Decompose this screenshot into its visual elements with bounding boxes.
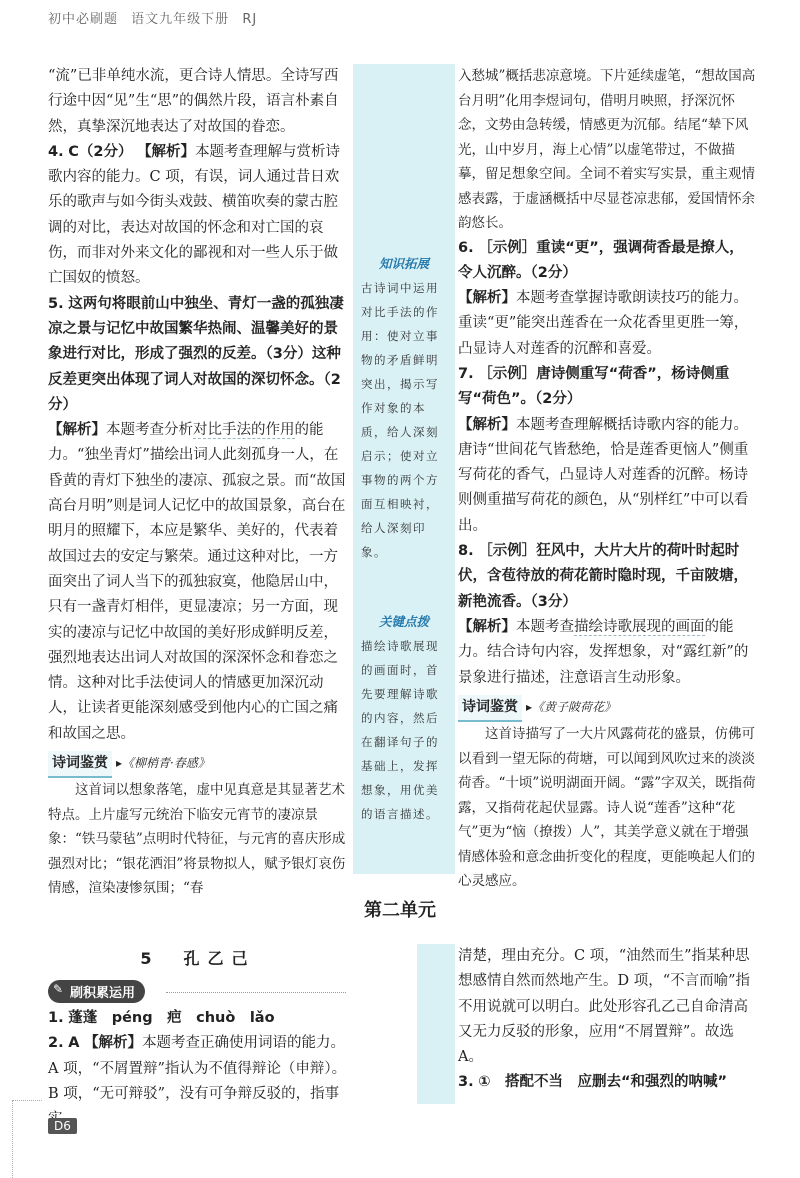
answer-2 bbox=[48, 1031, 348, 1132]
q7-number: 7. bbox=[458, 365, 474, 382]
q7-answer: ［示例］唐诗侧重写“荷香”，杨诗侧重写“荷色”。（2分） bbox=[458, 365, 730, 408]
header-title: 初中必刷题 bbox=[48, 12, 119, 27]
q2-analysis: 本题考查正确使用词语的能力。A 项，“不屑置辩”指认为不值得辩论（申辩）。B 项，“无可辩驳”，没有可争辩反驳的，指事 bbox=[48, 1035, 347, 1102]
q6-analysis: 本题考查掌握诗歌朗读技巧的能力。重读“更”能突出莲香在一众花香里更胜一筹，凸显诗人对莲香的沉醉和喜爱。 bbox=[458, 290, 749, 357]
lesson-title: 5 孔乙己 bbox=[140, 949, 256, 968]
section-title: 第二单元 bbox=[364, 900, 436, 921]
knowledge-box-title: 知识拓展 bbox=[378, 256, 429, 271]
q7-analysis-label: 【解析】 bbox=[458, 416, 516, 433]
left-appreciation-heading bbox=[48, 751, 348, 778]
q6-number: 6. bbox=[458, 239, 474, 256]
q8-analysis-b: 的能力。结合诗句内容，发挥想象，对“露红新”的景象进行描述，注意语言生动形象。 bbox=[458, 618, 749, 686]
q7-analysis: 本题考查理解概括诗歌内容的能力。唐诗“世间花气皆愁绝，恰是莲香更恼人”侧重写荷花的香气，凸显诗人对莲香的沉醉。杨诗则侧重描写荷花的颜色，从“别样红”中可以看出。 bbox=[458, 416, 749, 534]
q4-analysis: 本题考查理解与赏析诗歌内容的能力。C 项，有误，词人通过昔日欢乐的歌声与如今街头戏鼓、横笛吹奏的蒙古腔调的对比，表达对故国的怀念和对亡国的哀伤，而非对外来文化的鄙视和对一些人乐于做亡国奴的愤怒。 bbox=[48, 143, 341, 287]
practice-banner bbox=[48, 980, 348, 1004]
q8-analysis-underlined: 描绘诗歌展现的画面 bbox=[574, 618, 705, 635]
answer-8-analysis bbox=[458, 615, 758, 691]
corner-divider-horizontal bbox=[12, 1100, 42, 1101]
left-appreciation-tag: 诗词鉴赏 bbox=[48, 751, 112, 778]
q8-number: 8. bbox=[458, 543, 474, 560]
q5-number: 5. bbox=[48, 295, 64, 312]
right-appreciation-text: 这首诗描写了一大片风露荷花的盛景，仿佛可以看到一望无际的荷塘，可以闻到风吹过来的淡淡荷香。“十顷”说明湖面开阔。“露”字双关，既指荷露，又指荷花起伏显露。诗人说“莲香”这种“花气”更为“恼（撩拨）人”，其美学意义就在于增强情感体验和意念曲折变化的程度，更能唤起人们的心灵感应。 bbox=[458, 726, 756, 890]
q5-analysis-a: 本题考查分析 bbox=[106, 422, 193, 439]
q8-analysis-a: 本题考查 bbox=[516, 618, 574, 635]
answer-7 bbox=[458, 362, 758, 413]
left-appreciation-poem: ▸《柳梢青·春感》 bbox=[116, 756, 210, 771]
q1-number: 1. bbox=[48, 1010, 64, 1026]
right-appreciation-poem: ▸《黄子陂荷花》 bbox=[526, 699, 617, 714]
q5-analysis-label: 【解析】 bbox=[48, 422, 106, 439]
practice-label: ✎ 刷积累运用 bbox=[48, 980, 145, 1003]
sidebar-lower bbox=[417, 944, 455, 1104]
answer-5-analysis bbox=[48, 418, 348, 747]
bottom-right-column bbox=[458, 944, 758, 1096]
answer-6 bbox=[458, 236, 758, 287]
q3-answer: ① 搭配不当 应删去“和强烈的呐喊” bbox=[478, 1074, 728, 1091]
q5-answer: 这两句将眼前山中独坐、青灯一盏的孤独凄凉之景与记忆中故国繁华热闹、温馨美好的景象进行对比，形成了强烈的反差。（3分）这种反差更突出体现了词人对故国的深切怀念。（2分） bbox=[48, 295, 344, 413]
tips-box-text: 描绘诗歌展现的画面时，首先要理解诗歌的内容，然后在翻译句子的基础上，发挥想象，用优美的语言描述。 bbox=[361, 639, 439, 821]
answer-3 bbox=[458, 1070, 758, 1095]
answer-8 bbox=[458, 539, 758, 615]
q2-analysis-label: 【解析】 bbox=[84, 1035, 143, 1052]
right-column bbox=[458, 64, 758, 894]
tips-box-title: 关键点拨 bbox=[378, 614, 429, 629]
q6-analysis-label: 【解析】 bbox=[458, 290, 516, 307]
q2-answer: A bbox=[68, 1035, 80, 1052]
answer-7-analysis bbox=[458, 413, 758, 539]
answer-5 bbox=[48, 292, 348, 418]
page-header bbox=[48, 8, 265, 27]
q5-analysis-b: 的能力。“独坐青灯”描绘出词人此刻孤身一人，在昏黄的青灯下独坐的凄凉、孤寂之景。而“故国高台月明”则是词人记忆中的故国景象，高台在明月的照耀下，本应是繁华、美好的，代表着故国过去的安定与繁荣。通过这种对比，一方面突出了词人当下的孤独寂寞，他隐居山中，只有一盏青灯相伴，更显凄凉；另一方面，现实的凄凉与记忆中故国的美好形成鲜明反差，强烈地表达出词人对故国的深深怀念和眷恋之情。这种对比手法使词人的情感更加深沉动人，让读者更能深刻感受到他内心的亡国之痛和故国之思。 bbox=[48, 422, 346, 742]
q8-analysis-label: 【解析】 bbox=[458, 618, 516, 635]
tips-box bbox=[353, 612, 455, 826]
q4-number: 4. bbox=[48, 143, 64, 160]
answer-6-analysis bbox=[458, 286, 758, 362]
bottom-left-column bbox=[48, 1006, 348, 1132]
q2-analysis-continued: 清楚，理由充分。C 项，“油然而生”指某种思想感情自然而然地产生。D 项，“不言而喻”指不用说就可以明白。此处形容孔乙己自命清高又无力反驳的形象，应用“不屑置辩”。故选 A。 bbox=[458, 948, 751, 1066]
answer-4 bbox=[48, 140, 348, 292]
right-appreciation-tag: 诗词鉴赏 bbox=[458, 695, 522, 722]
q1-answer: 蓬蓬 péng 疤 chuò lǎo bbox=[68, 1010, 275, 1026]
left-column bbox=[48, 64, 348, 901]
header-edition: RJ bbox=[242, 12, 258, 27]
header-subject: 语文九年级下册 bbox=[131, 12, 230, 27]
left-appreciation-text: 这首词以想象落笔，虚中见真意是其显著艺术特点。上片虚写元统治下临安元宵节的凄凉景象：“铁马蒙毡”点明时代特征，与元宵的喜庆形成强烈对比；“银花洒泪”将景物拟人，赋予银灯哀伤情感，渲染凄惨氛围；“春 bbox=[48, 782, 346, 897]
q2-number: 2. bbox=[48, 1035, 64, 1052]
q6-answer: ［示例］重读“更”，强调荷香最是撩人，令人沉醉。（2分） bbox=[458, 239, 744, 281]
q3-number: 3. bbox=[458, 1074, 474, 1091]
right-intro: 入愁城”概括悲凉意境。下片延续虚笔，“想故国高台月明”化用李煜词句，借明月映照，抒深沉怀念，文势由急转缓，情感更为沉郁。结尾“辇下风光，山中岁月，海上心情”以虚笔带过，不做描摹，留足想象空间。全词不着实写实景，重主观情感表露，于虚涵概括中尽显苍凉悲郁，爱国情怀余韵悠长。 bbox=[458, 68, 756, 231]
q4-analysis-label: 【解析】 bbox=[137, 143, 196, 160]
sidebar bbox=[353, 64, 455, 874]
left-intro: “流”已非单纯水流，更合诗人情思。全诗写西行途中因“见”生“思”的偶然片段，语言朴素自然，真挚深沉地表达了对故国的眷恋。 bbox=[48, 68, 339, 135]
q4-answer: C（2分） bbox=[68, 143, 133, 160]
practice-divider bbox=[166, 992, 346, 993]
answer-1 bbox=[48, 1006, 348, 1031]
knowledge-box-text: 古诗词中运用对比手法的作用：使对立事物的矛盾鲜明突出，揭示写作对象的本质，给人深刻启示；使对立事物的两个方面互相映衬，给人深刻印象。 bbox=[361, 281, 439, 559]
q8-answer: ［示例］狂风中，大片大片的荷叶时起时伏，含苞待放的荷花箭时隐时现，千亩陂塘，新艳流香。（3分） bbox=[458, 543, 748, 610]
corner-divider-vertical bbox=[12, 1100, 13, 1178]
page-number: D6 bbox=[48, 1118, 77, 1134]
q5-analysis-underlined: 对比手法的作用 bbox=[193, 422, 295, 439]
knowledge-box bbox=[353, 254, 455, 564]
right-appreciation-heading bbox=[458, 695, 758, 722]
